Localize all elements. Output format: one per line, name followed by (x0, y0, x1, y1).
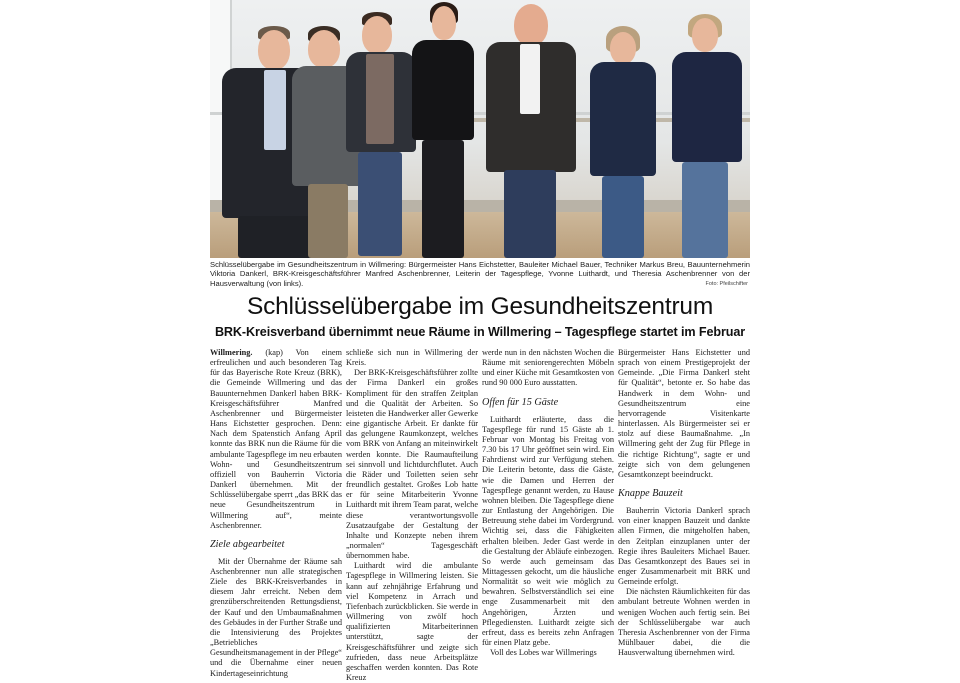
article-paragraph: Willmering. (kap) Von einem erfreulichen und auch besonderen Tag für das Bayerische Rote Kreuz (BRK), die Gemeinde Willmering und das Bauunternehmen Dankerl haben BRK-Kreisgeschäftsführer Manfred Aschenbrenner und Bürgermeister Hans Eichstetter gesprochen. Denn: Nach dem Spatenstich Anfang April konnte das BRK nun die Räume für die ambulante Tagespflege im neu erbauten Wohn- und Gesundheitszentrum offiziell von Bauherrin Victoria Dankerl übernehmen. Mit der Schlüsselübergabe sperrt „das BRK das neue Gesundheitszentrum in Willmering auf“, meinte Aschenbrenner. (210, 348, 342, 530)
article-paragraph: Mit der Übernahme der Räume sah Aschenbrenner nun alle strategischen Ziele des BRK-Kreisverbandes in diesem Jahr erreicht. Neben dem grenzüberschreitenden Rettungsdienst, der Kauf und den Umbaumaßnahmen des Gebäudes in der Further Straße und die Intensivierung des Projektes „Betriebliches Gesundheitsmanagement in der Pflege“ und die Übernahme einer neuen Kindertageseinrichtung (210, 556, 342, 678)
article-paragraph: Luithardt erläuterte, dass die Tagespflege für rund 15 Gäste ab 1. Februar von Montag bis Freitag von 7.30 bis 17 Uhr geöffnet sein wird. Ein Fahrdienst wird zur Verfügung stehen. Die Leiterin betonte, dass die Gäste, wie die Damen und Herren der Tagespflege genannt werden, zu Hause wohnen bleiben. Die Tagespflege diene zur Entlastung der Angehörigen. Die Betreuung stehe dabei im Vordergrund. Wichtig sei, dass die Fähigkeiten erhalten bleiben. Jeder Gast werde in die Gestaltung der Abläufe einbezogen. So werde auch gemeinsam das Mittagessen gekocht, um die häusliche Normalität so weit wie möglich zu bewahren. Selbstverständlich sei eine enge Zusammenarbeit mit den Angehörigen, Ärzten und Pflegediensten. Luithardt zeigte sich erfreut, dass es bereits zehn Anfragen für einen Platz gebe. (482, 414, 614, 648)
article-column-1 (210, 348, 342, 678)
article-column-3 (482, 348, 614, 658)
group-photo (210, 0, 750, 258)
dateline: Willmering. (210, 348, 253, 357)
article-paragraph: schließe sich nun in Willmering der Kreis. (346, 348, 478, 368)
article-paragraph: Bauherrin Victoria Dankerl sprach von einer knappen Bauzeit und dankte allen Firmen, die mitgeholfen haben, den Zeitplan einzuplanen unter der Regie ihres Bauleiters Michael Bauer. Das Gesamtkonzept des Baues sei in enger Zusammenarbeit mit BRK und Gemeinde erfolgt. (618, 506, 750, 587)
article-paragraph: Der BRK-Kreisgeschäftsführer zollte der Firma Dankerl ein großes Kompliment für den straffen Zeitplan und die Qualität der Arbeiten. So leisteten die Handwerker aller Gewerke eine gigantische Arbeit. Er dankte für das gelungene Raumkonzept, welches vom BRK von Anfang an miteinwirkelt werden konnte. Die Raumaufteilung sei sinnvoll und lichtdurchflutet. Auch die Räder und Toiletten seien sehr freundlich gestaltet. Großes Lob hatte er für seine Mitarbeiterin Yvonne Luithardt mit ihrem Team parat, welche diese verantwortungsvolle Zusatzaufgabe der Gestaltung der Inhalte und Konzepte neben ihrem „normalen“ Tagesgeschäft übernommen habe. (346, 368, 478, 561)
person-4 (408, 2, 478, 258)
person-3 (346, 12, 416, 258)
article-paragraph: Voll des Lobes war Willmerings (490, 648, 597, 658)
headline: Schlüsselübergabe im Gesundheitszentrum (246, 293, 714, 320)
article-paragraph: Luithardt wird die ambulante Tagespflege in Willmering leisten. Sie kann auf zehnjährige Erfahrung und viel Kompetenz in Arrach und Tiefenbach zurückblicken. Sie werde in Willmering von zwölf hoch qualifizierten Mitarbeiterinnen unterstützt, sagte der Kreisgeschäftsführer und zeigte sich zufrieden, dass neue Arbeitsplätze geschaffen werden konnten. Das Rote Kreuz (346, 561, 478, 682)
subheadline: BRK-Kreisverband übernimmt neue Räume in Willmering – Tagespflege startet im Februar (214, 325, 746, 339)
article-subheading: Knappe Bauzeit (618, 488, 683, 500)
article-paragraph: Bürgermeister Hans Eichstetter und sprach von einem Prestigeprojekt der Gemeinde. „Die Firma Dankerl steht für Qualität“, betonte er. So habe das Handwerk in dem Wohn- und Gesundheitszentrum eine hervorragende Visitenkarte hinterlassen. Als Bürgermeister sei er stolz auf diese Baumaßnahme. „In Willmering geht der Zug für Pflege in die richtige Richtung“, sagte er und zeigte sich von dem gelungenen Gesamtkonzept beeindruckt. (618, 348, 750, 479)
newspaper-clipping (210, 0, 750, 682)
article-subheading: Offen für 15 Gäste (482, 396, 559, 408)
photo-caption: Schlüsselübergabe im Gesundheitszentrum in Willmering: Bürgermeister Hans Eichstetter, Bauleiter Michael Bauer, Techniker Markus Breu, Bauunternehmerin Viktoria Dankerl, BRK-Kreisgeschäftsführer Manfred Aschenbrenner, Leiterin der Tagespflege, Yvonne Luithardt, und Theresia Aschenbrenner von der Hausverwaltung (von links). (210, 260, 750, 288)
article-body (210, 348, 750, 682)
person-7 (666, 14, 746, 258)
article-subheading: Ziele abgearbeitet (210, 538, 285, 550)
photo-credit: Foto: Pfeilschifter (705, 281, 748, 287)
article-column-4 (618, 348, 750, 658)
article-column-2 (346, 348, 478, 682)
person-5 (478, 4, 578, 258)
article-paragraph: werde nun in den nächsten Wochen die Räume mit seniorengerechten Möbeln und einer Küche mit Gesamtkosten von rund 90 000 Euro ausstatten. (482, 348, 614, 388)
article-paragraph: Die nächsten Räumlichkeiten für das ambulant betreute Wohnen werden in wenigen Wochen auch fertig sein. Bei der Schlüsselübergabe war auch Theresia Aschenbrenner von der Firma Mühlbauer dabei, die die Hausverwaltung übernehmen wird. (618, 587, 750, 658)
person-6 (588, 26, 658, 258)
